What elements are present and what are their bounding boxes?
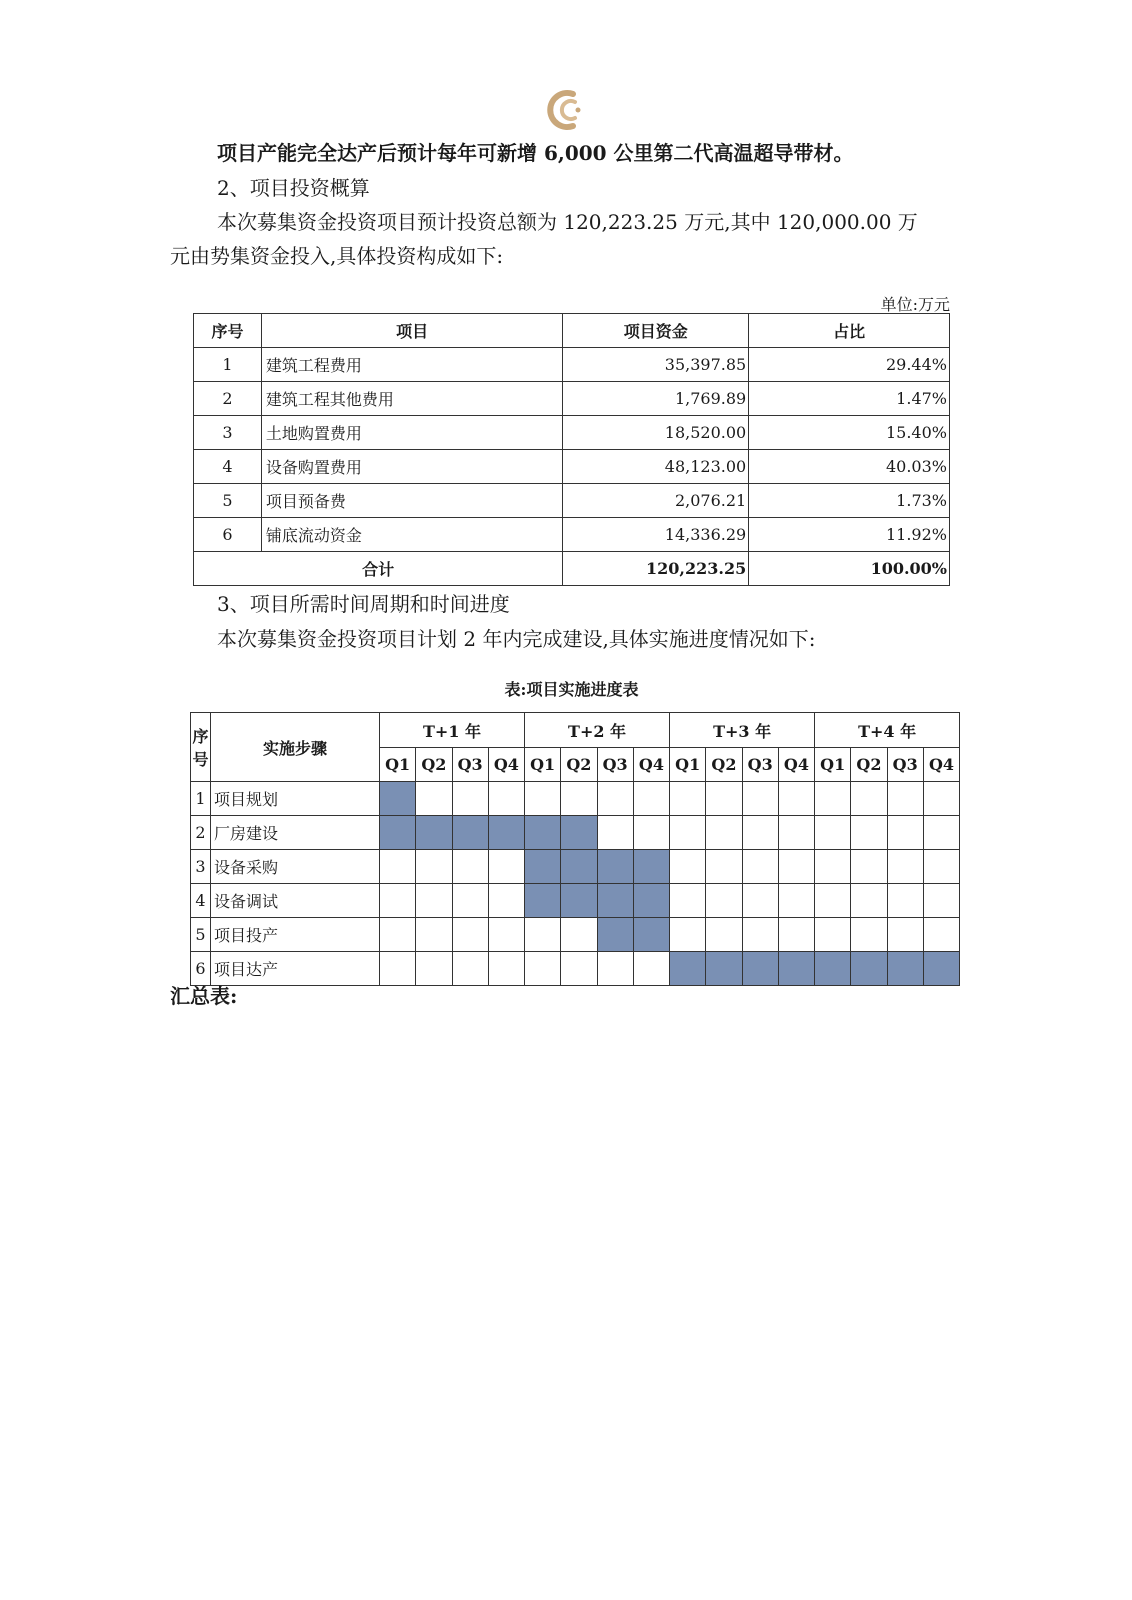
schedule-cell bbox=[742, 918, 778, 952]
schedule-cell-active bbox=[525, 884, 561, 918]
section-heading-investment: 2、项目投资概算 bbox=[217, 176, 370, 200]
schedule-cell bbox=[851, 850, 887, 884]
schedule-cell bbox=[923, 918, 959, 952]
row-step: 项目投产 bbox=[211, 918, 380, 952]
table-row bbox=[194, 484, 950, 518]
investment-table bbox=[193, 313, 950, 586]
section-heading-schedule: 3、项目所需时间周期和时间进度 bbox=[217, 592, 510, 616]
header-seq: 序号 bbox=[194, 314, 262, 348]
header-amount: 项目资金 bbox=[563, 314, 749, 348]
year-header: T+1 年 bbox=[380, 713, 525, 748]
year-header-row bbox=[191, 713, 960, 748]
row-amount: 18,520.00 bbox=[563, 416, 749, 450]
schedule-cell-active bbox=[561, 816, 597, 850]
schedule-cell bbox=[706, 884, 742, 918]
row-ratio: 15.40% bbox=[749, 416, 950, 450]
schedule-table bbox=[190, 712, 960, 986]
header-step: 实施步骤 bbox=[211, 713, 380, 782]
schedule-cell bbox=[923, 850, 959, 884]
quarter-header: Q4 bbox=[923, 748, 959, 782]
schedule-cell bbox=[452, 850, 488, 884]
schedule-cell bbox=[778, 816, 814, 850]
year-header: T+3 年 bbox=[670, 713, 815, 748]
row-seq: 2 bbox=[194, 382, 262, 416]
schedule-cell bbox=[851, 816, 887, 850]
schedule-cell-active bbox=[633, 850, 669, 884]
row-amount: 2,076.21 bbox=[563, 484, 749, 518]
schedule-cell bbox=[452, 952, 488, 986]
row-amount: 14,336.29 bbox=[563, 518, 749, 552]
schedule-cell bbox=[706, 816, 742, 850]
row-seq: 5 bbox=[191, 918, 211, 952]
year-header: T+2 年 bbox=[525, 713, 670, 748]
schedule-cell-active bbox=[923, 952, 959, 986]
schedule-cell bbox=[488, 918, 524, 952]
total-amount: 120,223.25 bbox=[563, 552, 749, 586]
quarter-header: Q1 bbox=[670, 748, 706, 782]
schedule-cell-active bbox=[416, 816, 452, 850]
row-ratio: 11.92% bbox=[749, 518, 950, 552]
year-header: T+4 年 bbox=[815, 713, 960, 748]
schedule-cell-active bbox=[525, 816, 561, 850]
schedule-cell bbox=[452, 918, 488, 952]
quarter-header: Q3 bbox=[742, 748, 778, 782]
schedule-cell bbox=[561, 918, 597, 952]
schedule-cell bbox=[670, 884, 706, 918]
schedule-cell bbox=[851, 884, 887, 918]
schedule-cell-active bbox=[561, 850, 597, 884]
schedule-cell-active bbox=[597, 884, 633, 918]
schedule-cell bbox=[923, 884, 959, 918]
schedule-cell bbox=[380, 884, 416, 918]
schedule-paragraph: 本次募集资金投资项目计划 2 年内完成建设,具体实施进度情况如下: bbox=[217, 627, 816, 651]
row-item: 建筑工程其他费用 bbox=[261, 382, 562, 416]
schedule-cell bbox=[815, 816, 851, 850]
row-amount: 48,123.00 bbox=[563, 450, 749, 484]
schedule-cell bbox=[670, 816, 706, 850]
header-item: 项目 bbox=[261, 314, 562, 348]
row-amount: 35,397.85 bbox=[563, 348, 749, 382]
row-ratio: 1.47% bbox=[749, 382, 950, 416]
quarter-header: Q1 bbox=[380, 748, 416, 782]
schedule-cell bbox=[633, 952, 669, 986]
row-seq: 6 bbox=[194, 518, 262, 552]
table-row bbox=[194, 518, 950, 552]
quarter-header: Q4 bbox=[778, 748, 814, 782]
row-step: 厂房建设 bbox=[211, 816, 380, 850]
quarter-header: Q1 bbox=[525, 748, 561, 782]
capacity-paragraph: 项目产能完全达产后预计每年可新增 6,000 公里第二代高温超导带材。 bbox=[217, 141, 854, 165]
row-step: 项目达产 bbox=[211, 952, 380, 986]
schedule-cell-active bbox=[778, 952, 814, 986]
schedule-cell bbox=[851, 918, 887, 952]
schedule-cell bbox=[742, 850, 778, 884]
schedule-cell bbox=[416, 782, 452, 816]
table-row bbox=[194, 416, 950, 450]
schedule-cell bbox=[597, 952, 633, 986]
schedule-cell bbox=[488, 782, 524, 816]
schedule-cell bbox=[923, 816, 959, 850]
schedule-cell bbox=[778, 782, 814, 816]
quarter-header: Q1 bbox=[815, 748, 851, 782]
schedule-cell bbox=[525, 918, 561, 952]
schedule-cell bbox=[633, 782, 669, 816]
schedule-cell bbox=[597, 816, 633, 850]
schedule-row bbox=[191, 884, 960, 918]
schedule-cell bbox=[380, 918, 416, 952]
schedule-row bbox=[191, 850, 960, 884]
total-ratio: 100.00% bbox=[749, 552, 950, 586]
schedule-cell-active bbox=[887, 952, 923, 986]
schedule-cell bbox=[633, 816, 669, 850]
schedule-cell bbox=[488, 884, 524, 918]
schedule-cell bbox=[670, 918, 706, 952]
unit-label: 单位:万元 bbox=[880, 295, 950, 314]
header-ratio: 占比 bbox=[749, 314, 950, 348]
schedule-row bbox=[191, 816, 960, 850]
schedule-cell bbox=[525, 782, 561, 816]
schedule-cell-active bbox=[851, 952, 887, 986]
schedule-cell-active bbox=[742, 952, 778, 986]
row-step: 设备调试 bbox=[211, 884, 380, 918]
schedule-cell bbox=[742, 884, 778, 918]
schedule-cell bbox=[887, 782, 923, 816]
investment-paragraph-line1: 本次募集资金投资项目预计投资总额为 120,223.25 万元,其中 120,000.00 万 bbox=[217, 210, 918, 234]
schedule-cell bbox=[778, 850, 814, 884]
schedule-row bbox=[191, 918, 960, 952]
schedule-cell bbox=[742, 816, 778, 850]
schedule-cell-active bbox=[561, 884, 597, 918]
row-seq: 4 bbox=[194, 450, 262, 484]
schedule-cell-active bbox=[488, 816, 524, 850]
schedule-cell bbox=[851, 782, 887, 816]
row-seq: 1 bbox=[194, 348, 262, 382]
row-seq: 3 bbox=[194, 416, 262, 450]
row-item: 建筑工程费用 bbox=[261, 348, 562, 382]
schedule-cell bbox=[452, 782, 488, 816]
schedule-cell bbox=[887, 884, 923, 918]
quarter-header: Q3 bbox=[597, 748, 633, 782]
row-seq: 1 bbox=[191, 782, 211, 816]
schedule-cell-active bbox=[706, 952, 742, 986]
schedule-cell-active bbox=[452, 816, 488, 850]
schedule-table-title: 表:项目实施进度表 bbox=[504, 680, 639, 699]
row-item: 土地购置费用 bbox=[261, 416, 562, 450]
schedule-cell bbox=[488, 952, 524, 986]
schedule-cell bbox=[923, 782, 959, 816]
schedule-cell-active bbox=[670, 952, 706, 986]
row-item: 铺底流动资金 bbox=[261, 518, 562, 552]
schedule-cell bbox=[488, 850, 524, 884]
quarter-header: Q2 bbox=[706, 748, 742, 782]
row-ratio: 1.73% bbox=[749, 484, 950, 518]
schedule-cell-active bbox=[525, 850, 561, 884]
quarter-header: Q2 bbox=[851, 748, 887, 782]
schedule-cell bbox=[706, 918, 742, 952]
schedule-cell bbox=[887, 850, 923, 884]
schedule-cell bbox=[887, 918, 923, 952]
schedule-cell bbox=[815, 884, 851, 918]
schedule-cell bbox=[561, 782, 597, 816]
table-header-row bbox=[194, 314, 950, 348]
schedule-cell bbox=[525, 952, 561, 986]
row-item: 项目预备费 bbox=[261, 484, 562, 518]
row-seq: 4 bbox=[191, 884, 211, 918]
summary-heading: 汇总表: bbox=[170, 984, 238, 1008]
schedule-cell bbox=[597, 782, 633, 816]
schedule-cell bbox=[887, 816, 923, 850]
row-ratio: 29.44% bbox=[749, 348, 950, 382]
row-seq: 5 bbox=[194, 484, 262, 518]
schedule-cell bbox=[416, 850, 452, 884]
quarter-header: Q4 bbox=[488, 748, 524, 782]
investment-paragraph-line2: 元由势集资金投入,具体投资构成如下: bbox=[170, 244, 504, 268]
quarter-header: Q3 bbox=[887, 748, 923, 782]
total-label: 合计 bbox=[194, 552, 563, 586]
schedule-cell bbox=[778, 918, 814, 952]
schedule-cell bbox=[815, 782, 851, 816]
quarter-header: Q2 bbox=[416, 748, 452, 782]
schedule-cell bbox=[670, 782, 706, 816]
schedule-cell-active bbox=[597, 850, 633, 884]
quarter-header: Q4 bbox=[633, 748, 669, 782]
row-amount: 1,769.89 bbox=[563, 382, 749, 416]
quarter-header: Q3 bbox=[452, 748, 488, 782]
header-seq: 序号 bbox=[191, 713, 211, 782]
schedule-cell bbox=[706, 850, 742, 884]
schedule-cell bbox=[670, 850, 706, 884]
schedule-cell bbox=[815, 918, 851, 952]
schedule-cell-active bbox=[380, 816, 416, 850]
schedule-cell-active bbox=[815, 952, 851, 986]
row-step: 设备采购 bbox=[211, 850, 380, 884]
schedule-row bbox=[191, 952, 960, 986]
schedule-cell bbox=[561, 952, 597, 986]
schedule-cell-active bbox=[633, 918, 669, 952]
row-seq: 3 bbox=[191, 850, 211, 884]
table-row bbox=[194, 450, 950, 484]
schedule-cell-active bbox=[633, 884, 669, 918]
schedule-cell bbox=[416, 918, 452, 952]
schedule-cell-active bbox=[380, 782, 416, 816]
row-seq: 2 bbox=[191, 816, 211, 850]
total-row bbox=[194, 552, 950, 586]
schedule-cell bbox=[380, 850, 416, 884]
row-ratio: 40.03% bbox=[749, 450, 950, 484]
table-row bbox=[194, 382, 950, 416]
schedule-cell bbox=[380, 952, 416, 986]
schedule-cell bbox=[416, 884, 452, 918]
schedule-cell bbox=[416, 952, 452, 986]
schedule-row bbox=[191, 782, 960, 816]
row-seq: 6 bbox=[191, 952, 211, 986]
schedule-cell bbox=[742, 782, 778, 816]
row-step: 项目规划 bbox=[211, 782, 380, 816]
row-item: 设备购置费用 bbox=[261, 450, 562, 484]
company-logo-icon bbox=[545, 88, 589, 132]
schedule-cell bbox=[778, 884, 814, 918]
schedule-cell bbox=[706, 782, 742, 816]
table-row bbox=[194, 348, 950, 382]
schedule-cell bbox=[815, 850, 851, 884]
schedule-cell bbox=[452, 884, 488, 918]
schedule-cell-active bbox=[597, 918, 633, 952]
quarter-header: Q2 bbox=[561, 748, 597, 782]
